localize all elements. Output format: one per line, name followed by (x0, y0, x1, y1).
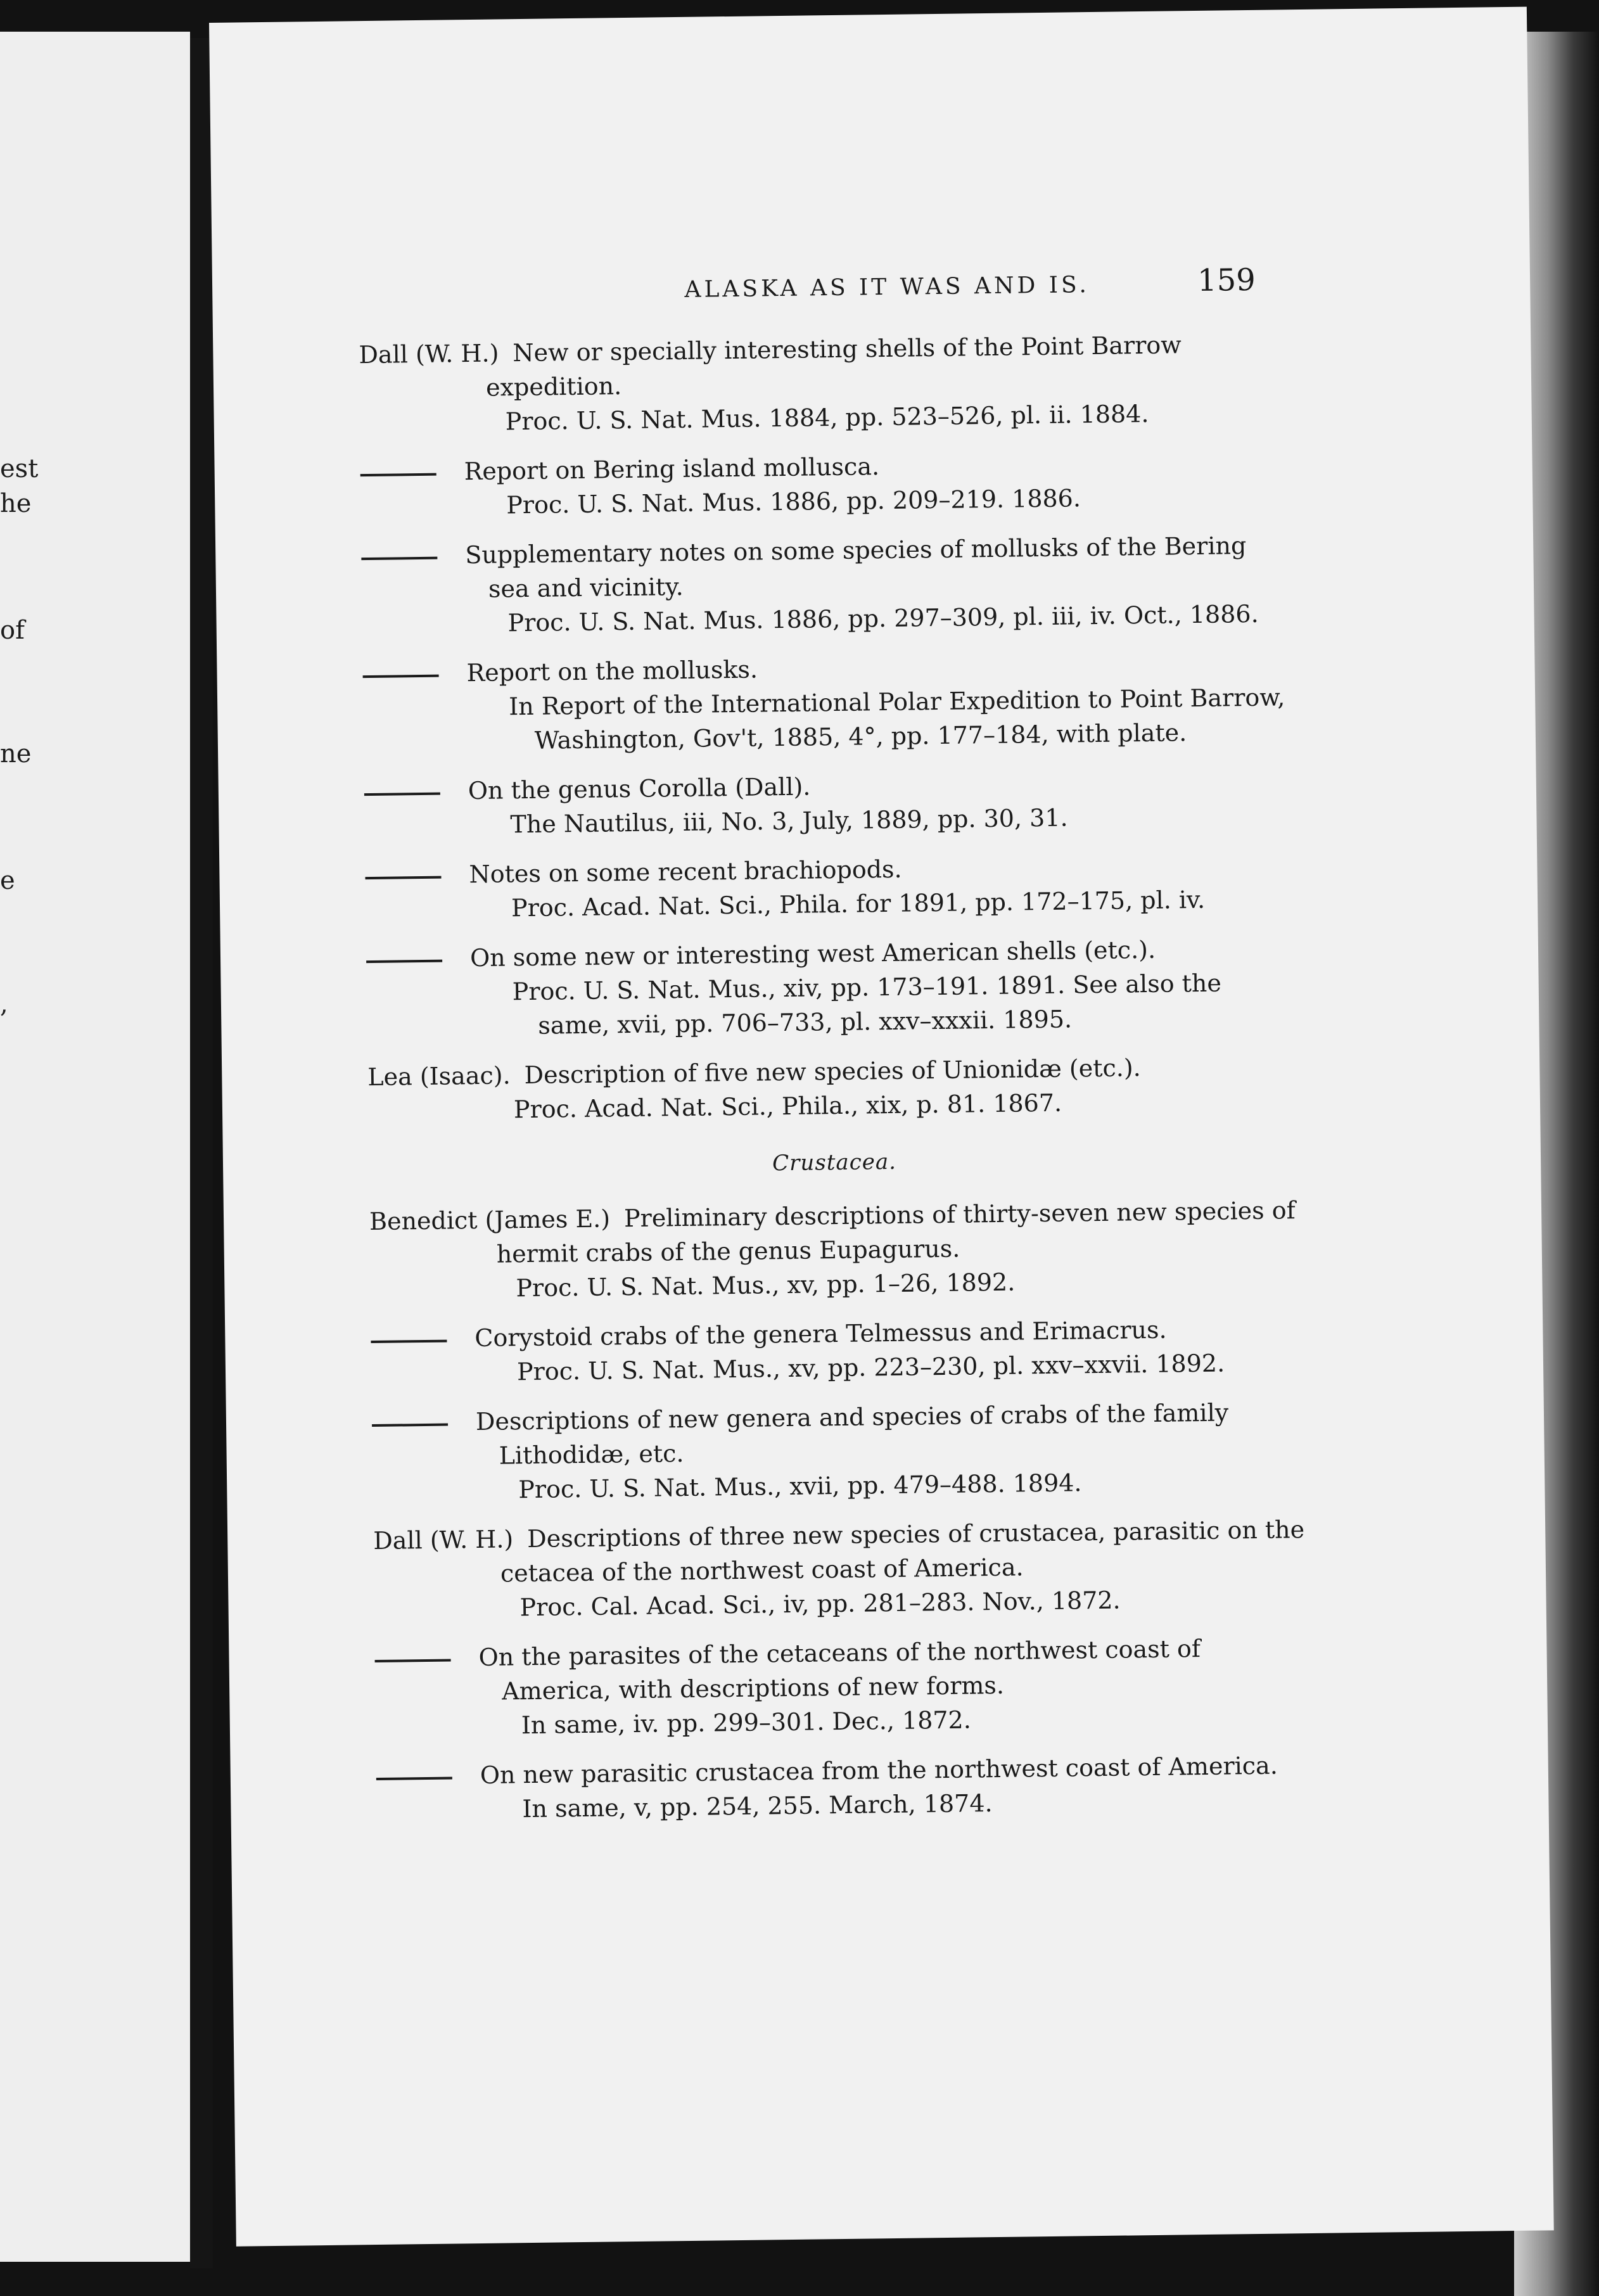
entry-reference: The Nautilus, iii, No. 3, July, 1889, pp. 30, 31. (510, 803, 1068, 839)
bibliography-entry (369, 1193, 1302, 1307)
facing-page-fragment: ne (0, 739, 32, 769)
ditto-dash (364, 792, 440, 795)
facing-page-fragment: , (0, 990, 8, 1019)
bibliography-entry (365, 847, 1297, 927)
entry-author: Lea (Isaac). (367, 1061, 511, 1092)
entry-heading (361, 528, 1293, 608)
entry-reference: Proc. Acad. Nat. Sci., Phila., xix, p. 81. 1867. (513, 1088, 1062, 1124)
entry-reference: Proc. U. S. Nat. Mus., xv, pp. 223–230, pl. xxv–xxvii. 1892. (516, 1349, 1225, 1386)
bibliography-entry (361, 528, 1294, 642)
entry-reference: Proc. U. S. Nat. Mus., xiv, pp. 173–191. 1891. See also the same, xvii, pp. 706–733, pl. xxv–xxxii. 1895. (512, 969, 1222, 1040)
entry-author: Benedict (James E.) (369, 1204, 611, 1236)
ditto-dash (361, 556, 437, 559)
entry-reference: Proc. U. S. Nat. Mus. 1884, pp. 523–526, pl. ii. 1884. (505, 399, 1149, 436)
entry-heading (372, 1394, 1304, 1474)
running-title: ALASKA AS IT WAS AND IS. (684, 272, 1090, 303)
entry-title: Corystoid crabs of the genera Telmessus and Erimacrus. (475, 1315, 1167, 1353)
facing-page-fragment: of (0, 616, 25, 645)
entry-title: On new parasitic crustacea from the northwest coast of America. (480, 1751, 1278, 1789)
ditto-dash (360, 473, 436, 476)
entry-title: Notes on some recent brachiopods. (469, 855, 902, 889)
entry-title: Supplementary notes on some species of mollusks of the Bering sea and vicinity. (465, 532, 1247, 603)
bibliography (359, 326, 1308, 1843)
entry-heading (374, 1630, 1306, 1710)
facing-page-fragment: est (0, 454, 39, 483)
bibliography-entry (374, 1630, 1307, 1744)
facing-page (0, 32, 190, 2262)
entry-title: On the parasites of the cetaceans of the northwest coast of America, with descriptions of new forms. (478, 1635, 1201, 1706)
ditto-dash (372, 1423, 448, 1426)
entry-reference: Proc. Cal. Acad. Sci., iv, pp. 281–283. Nov., 1872. (519, 1586, 1121, 1622)
bibliography-entry (373, 1512, 1306, 1626)
ditto-dash (365, 876, 441, 879)
entry-author: Dall (W. H.) (373, 1525, 514, 1555)
bibliography-entry (372, 1394, 1304, 1508)
entry-title: Descriptions of three new species of crustacea, parasitic on the cetacea of the northwest coast of America. (500, 1515, 1305, 1588)
bibliography-entry (360, 444, 1292, 524)
crustacea-entries (369, 1193, 1308, 1828)
ditto-dash (376, 1776, 452, 1780)
entry-title: On some new or interesting west American shells (etc.). (469, 935, 1156, 973)
entry-reference: Proc. U. S. Nat. Mus., xv, pp. 1–26, 1892. (516, 1268, 1016, 1303)
bibliography-entry (364, 763, 1296, 843)
entry-reference: Proc. Acad. Nat. Sci., Phila. for 1891, pp. 172–175, pl. iv. (511, 885, 1206, 922)
page-number: 159 (1197, 262, 1256, 298)
ditto-dash (366, 959, 442, 962)
entry-title: Description of five new species of Unionidæ (etc.). (524, 1054, 1142, 1090)
facing-page-fragment: e (0, 866, 15, 895)
entry-title: Descriptions of new genera and species of crabs of the family Lithodidæ, etc. (475, 1398, 1229, 1470)
ditto-dash (363, 674, 439, 677)
entry-heading (359, 326, 1290, 406)
entry-reference: Proc. U. S. Nat. Mus. 1886, pp. 297–309, pl. iii, iv. Oct., 1886. (507, 599, 1259, 637)
entry-title: Report on the mollusks. (466, 655, 758, 687)
entry-title: Preliminary descriptions of thirty-seven new species of hermit crabs of the genus Eupagurus. (496, 1196, 1296, 1268)
facing-page-fragment: he (0, 489, 32, 518)
ditto-dash (375, 1659, 451, 1662)
page (209, 7, 1554, 2247)
entry-title: New or specially interesting shells of the Point Barrow expedition. (485, 331, 1182, 402)
entry-title: On the genus Corolla (Dall). (468, 772, 811, 805)
book-spine (190, 38, 213, 2268)
bibliography-entry (371, 1311, 1303, 1391)
section-title: Crustacea. (772, 1149, 897, 1177)
entry-reference: Proc. U. S. Nat. Mus. 1886, pp. 209–219. 1886. (506, 484, 1081, 520)
bibliography-entry (359, 326, 1291, 440)
entry-heading (373, 1512, 1305, 1592)
entry-author: Dall (W. H.) (359, 339, 499, 369)
entry-reference: In Report of the International Polar Expedition to Point Barrow, Washington, Gov't, 1885, 4°, pp. 177–184, with plate. (508, 683, 1285, 755)
entry-title: Report on Bering island mollusca. (464, 452, 880, 486)
ditto-dash (371, 1339, 447, 1343)
bibliography-entry (376, 1748, 1308, 1828)
entry-heading (369, 1193, 1301, 1273)
mollusca-entries (359, 326, 1299, 1128)
bibliography-entry (366, 931, 1299, 1045)
bibliography-entry (367, 1049, 1299, 1128)
entry-reference: Proc. U. S. Nat. Mus., xvii, pp. 479–488. 1894. (518, 1469, 1082, 1504)
entry-reference: In same, iv. pp. 299–301. Dec., 1872. (521, 1706, 972, 1740)
bibliography-entry (362, 646, 1295, 760)
entry-reference: In same, v, pp. 254, 255. March, 1874. (522, 1789, 993, 1823)
